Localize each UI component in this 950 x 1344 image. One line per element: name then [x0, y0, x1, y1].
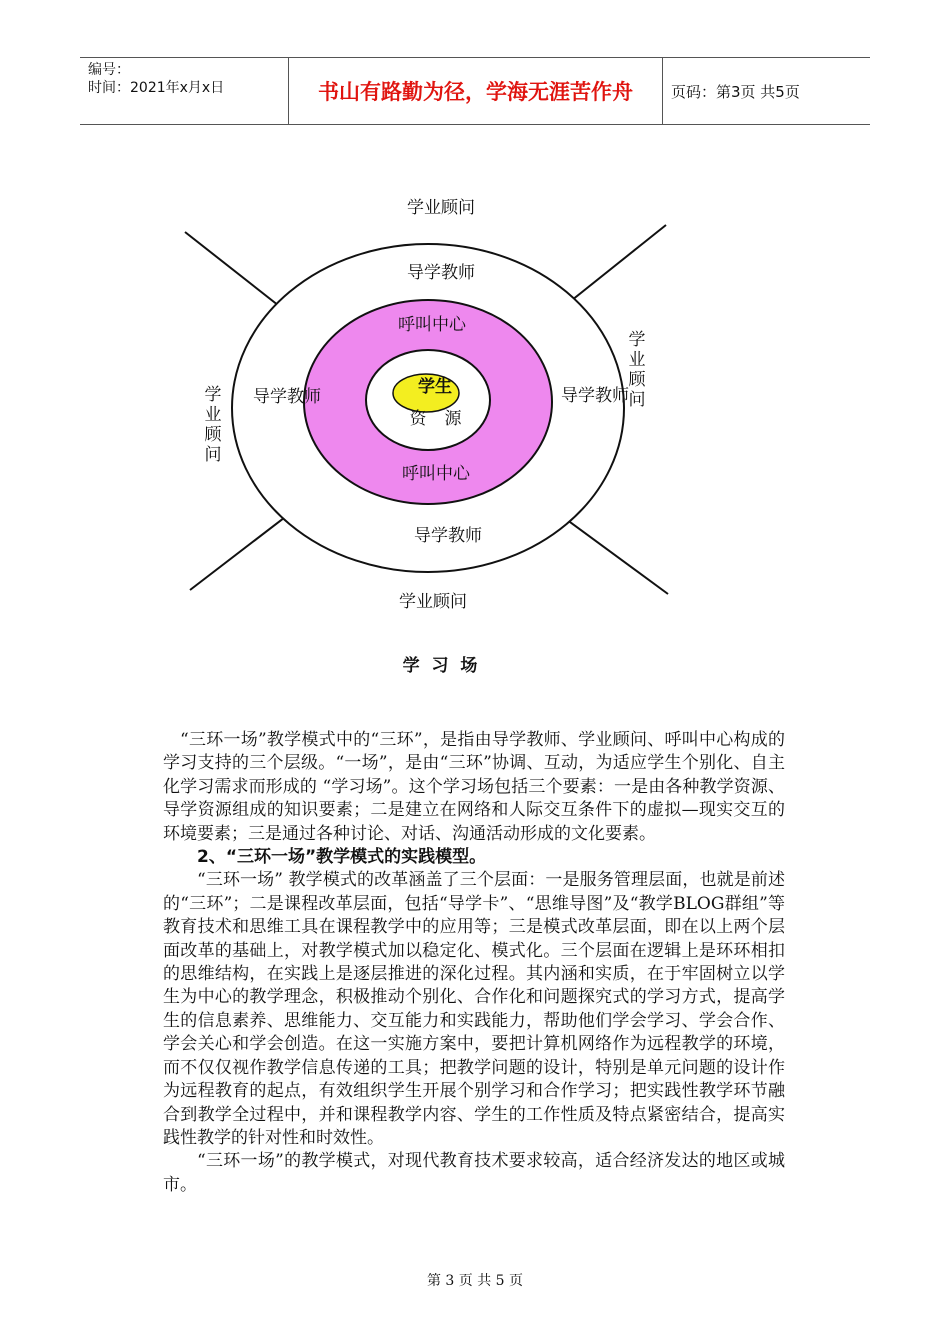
label-right-advisor-2: 业: [628, 350, 646, 370]
label-bottom-guide: 导学教师: [414, 526, 482, 546]
paragraph-reform-levels: “三环一场” 教学模式的改革涵盖了三个层面：一是服务管理层面，也就是前述的“三环”；二是课程改革层面，包括“导学卡”、“思维导图”及“教学BLOG群组”等教育技术和思维工具在课程教学中的应用等；三是模式改革层面，即在以上两个层面改革的基础上，对教学模式加以稳定化、模式化。三个层面在逻辑上是环环相扣的思维结构，在实践上是逐层推进的深化过程。其内涵和实质，在于牢固树立以学生为中心的教学理念，积极推动个别化、合作化和问题探究式的学习方式，提高学生的信息素养、思维能力、交互能力和实践能力，帮助他们学会学习、学会合作、学会关心和学会创造。在这一实施方案中，要把计算机网络作为远程教学的环境，而不仅仅视作教学信息传递的工具；把教学问题的设计，特别是单元问题的设计作为远程教育的起点，有效组织学生开展个别学习和合作学习；把实践性教学环节融合到教学全过程中，并和课程教学内容、学生的工作性质及特点紧密结合，提高实践性教学的针对性和时效性。: [163, 870, 785, 1148]
time-label: 时间：2021年x月x日: [88, 80, 225, 96]
label-right-guide: 导学教师: [561, 386, 629, 406]
label-student: 学生: [418, 377, 452, 397]
label-bottom-call-center: 呼叫中心: [402, 464, 470, 484]
label-right-advisor-4: 问: [628, 390, 646, 410]
label-right-advisor-3: 顾: [628, 370, 646, 390]
label-left-advisor-2: 业: [204, 405, 222, 425]
label-right-advisor-1: 学: [628, 330, 646, 350]
section-heading-practice-model: 2、“三环一场”教学模式的实践模型。: [197, 847, 487, 868]
body-text: [163, 729, 785, 1197]
label-left-guide: 导学教师: [253, 387, 321, 407]
label-left-advisor-3: 顾: [204, 425, 222, 445]
header-motto: 书山有路勤为径，学海无涯苦作舟: [289, 58, 663, 124]
header-page-label: 页码：第3页 共5页: [671, 82, 800, 101]
number-label: 编号：: [88, 62, 130, 78]
diagram-caption: 学 习 场: [402, 656, 478, 676]
page-footer: 第 3 页 共 5 页: [426, 1273, 524, 1289]
label-top-guide: 导学教师: [407, 263, 475, 283]
label-bottom-advisor: 学业顾问: [399, 592, 467, 612]
label-left-advisor-4: 问: [204, 445, 222, 465]
label-resource-2: 源: [444, 409, 462, 429]
paragraph-requirements: “三环一场”的教学模式，对现代教育技术要求较高，适合经济发达的地区或城市。: [163, 1151, 785, 1195]
label-top-advisor: 学业顾问: [407, 198, 475, 218]
paragraph-three-rings: “三环一场”教学模式中的“三环”，是指由导学教师、学业顾问、呼叫中心构成的学习支持的三个层级。“一场”，是由“三环”协调、互动，为适应学生个别化、自主化学习需求而形成的 “学习场”。这个学习场包括三个要素：一是由各种教学资源、导学资源组成的知识要素；二是建立在网络和人际交互条件下的虚拟—现实交互的环境要素；三是通过各种讨论、对话、沟通活动形成的文化要素。: [163, 730, 785, 844]
label-top-call-center: 呼叫中心: [398, 315, 466, 335]
label-left-advisor-1: 学: [204, 385, 222, 405]
label-resource-1: 资: [409, 409, 427, 429]
